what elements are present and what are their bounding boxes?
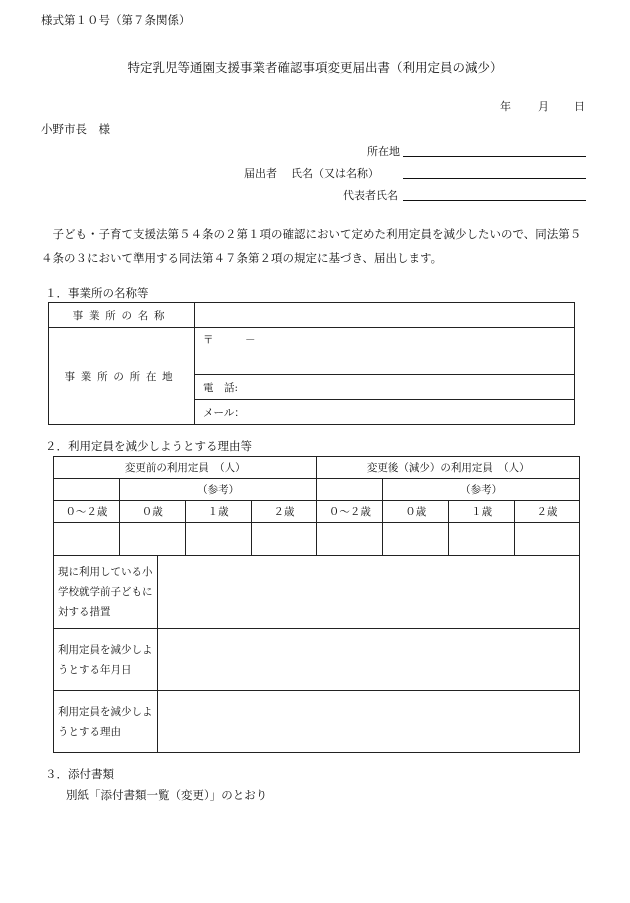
facility-address-label: 事業所の所在地: [49, 328, 195, 425]
email-label: メール：: [203, 406, 245, 419]
after-capacity-header: 変更後（減少）の利用定員 （人）: [317, 457, 580, 479]
facility-name-label: 事業所の名称: [49, 303, 195, 328]
facility-info-table: [48, 302, 575, 425]
after-1-input[interactable]: [449, 523, 515, 556]
name-label: 氏名（又は名称）: [291, 167, 379, 180]
reduction-date-field[interactable]: [157, 629, 579, 691]
facility-name-field[interactable]: [195, 303, 575, 328]
before-age-0-2: ０～２歳: [54, 501, 120, 523]
notification-body-text: 子ども・子育て支援法第５４条の２第１項の確認において定めた利用定員を減少したいので、同法第５４条の３において準用する同法第４７条第２項の規定に基づき、届出します。: [41, 227, 582, 265]
section1-heading: １．事業所の名称等: [45, 286, 149, 300]
representative-field[interactable]: [403, 200, 586, 201]
current-measures-field[interactable]: [157, 556, 579, 629]
date-day-label: 日: [574, 100, 585, 113]
section2-heading: ２．利用定員を減少しようとする理由等: [45, 439, 252, 453]
after-0-input[interactable]: [383, 523, 449, 556]
before-0-input[interactable]: [119, 523, 185, 556]
name-field[interactable]: [403, 178, 586, 179]
before-capacity-header: 変更前の利用定員 （人）: [54, 457, 317, 479]
after-age-1: １歳: [449, 501, 515, 523]
representative-label: 代表者氏名: [343, 189, 398, 202]
phone-label: 電 話:: [203, 381, 239, 394]
after-2-input[interactable]: [515, 523, 580, 556]
addressee: 小野市長 様: [41, 122, 110, 136]
reduction-reason-field[interactable]: [157, 691, 579, 753]
reduction-reason-label: 利用定員を減少しようとする理由: [54, 691, 158, 753]
postal-code-label: 〒 －: [203, 334, 256, 346]
phone-field[interactable]: [195, 375, 575, 400]
notifier-label: 届出者: [244, 167, 277, 180]
address-field[interactable]: [403, 156, 586, 157]
date-month-label: 月: [538, 100, 549, 113]
after-age-0: ０歳: [383, 501, 449, 523]
after-age-0-2: ０～２歳: [317, 501, 383, 523]
attachments-text: 別紙「添付書類一覧（変更）」のとおり: [66, 788, 268, 802]
section3-heading: ３．添付書類: [45, 767, 114, 781]
reduction-date-label: 利用定員を減少しようとする年月日: [54, 629, 158, 691]
form-number: 様式第１０号（第７条関係）: [41, 13, 191, 27]
before-blank-cell: [54, 479, 120, 501]
after-age-2: ２歳: [515, 501, 580, 523]
date-year-label: 年: [500, 100, 511, 113]
after-blank-cell: [317, 479, 383, 501]
before-age-2: ２歳: [251, 501, 317, 523]
address-label: 所在地: [367, 145, 400, 158]
capacity-table: [53, 456, 580, 753]
before-reference-label: （参考）: [119, 479, 317, 501]
before-2-input[interactable]: [251, 523, 317, 556]
after-reference-label: （参考）: [383, 479, 580, 501]
document-title: 特定乳児等通園支援事業者確認事項変更届出書（利用定員の減少）: [127, 60, 503, 75]
before-age-0: ０歳: [119, 501, 185, 523]
email-field[interactable]: [195, 400, 575, 425]
facility-address-field[interactable]: [195, 328, 575, 375]
before-age-1: １歳: [185, 501, 251, 523]
before-0-2-input[interactable]: [54, 523, 120, 556]
before-1-input[interactable]: [185, 523, 251, 556]
current-measures-label: 現に利用している小学校就学前子どもに対する措置: [54, 556, 158, 629]
after-0-2-input[interactable]: [317, 523, 383, 556]
